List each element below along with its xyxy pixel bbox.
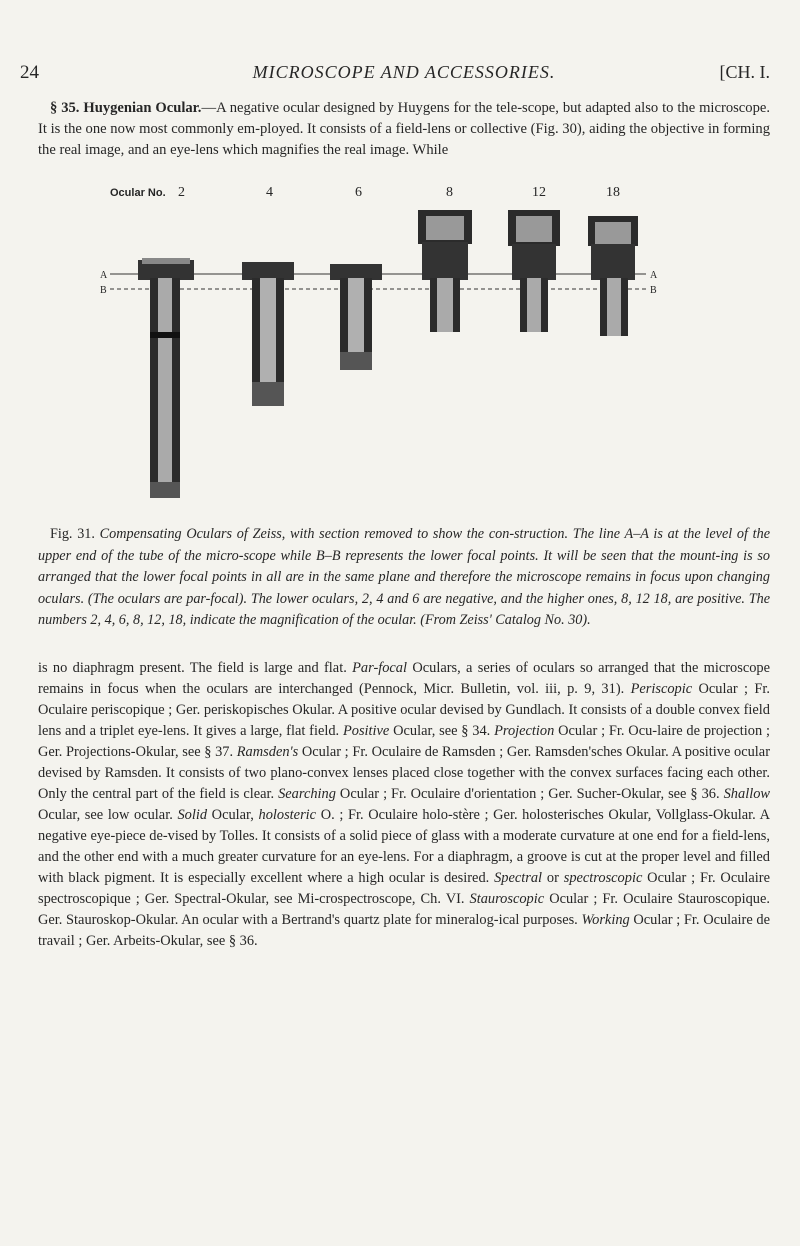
term-spectroscopic: spectroscopic (563, 870, 643, 886)
text-run: Ocular, see low ocular. (38, 807, 173, 823)
section-heading: § 35. Huygenian Ocular. (50, 100, 202, 116)
caption-s2: The line A–A is at the level of the upper end of the tube of the micro-scope while B–B represents the lower focal points. (38, 526, 771, 564)
line-a-label-right: A (650, 270, 658, 281)
term-periscopic: Periscopic (630, 681, 693, 697)
caption-s6: The numbers 2, 4, 6, 8, 12, 18, indicate the magnification of the ocular. (38, 590, 771, 628)
text-run: Ocular, see § 34. (393, 723, 491, 739)
running-head: MICROSCOPE AND ACCESSORIES. (252, 62, 556, 82)
caption-s4: (The oculars are par-focal). (87, 590, 248, 607)
term-projection: Projection (494, 723, 555, 739)
text-run: Ocular ; Fr. Oculaire periscopique ; Ger. periskopisches Okular. A positive ocular devised by Gundlach. It consists of a double convex field lens and a triplet eye-lens. It gives a large, flat field. (38, 681, 770, 739)
text-run: Ocular ; Fr. Ocu-laire de projection ; Ger. Projections-Okular, see § 37. (38, 723, 770, 760)
line-b-label-left: B (100, 285, 107, 296)
term-shallow: Shallow (723, 786, 770, 802)
text-run: O. ; Fr. Oculaire holo-stère ; Ger. holosterisches Okular, Vollglass-Okular. A negative eye-piece de-vised by Tolles. It consists of a solid piece of glass with a moderate curvature at one end for a field-lens, and the other end with a much greater curvature for an eye-lens. For a diaphragm, a groove is cut at the proper level and filled with black pigment. It is especially excellent where a high ocular is desired. (38, 807, 770, 886)
term-holosteric: holosteric (258, 807, 317, 823)
term-ramsden: Ramsden's (236, 744, 299, 760)
ocular-12 (508, 210, 560, 332)
ocular-number-4: 4 (266, 185, 273, 200)
caption-s5: The lower oculars, 2, 4 and 6 are negative, and the higher ones, 8, 12 18, are positive. (250, 590, 745, 607)
term-stauroscopic: Stauroscopic (469, 891, 545, 907)
text-run: Ocular ; Fr. Oculaire spectroscopique ; Ger. Spectral-Okular, see Mi-crospectroscope, Ch. VI. (38, 870, 770, 907)
page-header (20, 62, 770, 92)
text-run: Ocular ; Fr. Oculaire de Ramsden ; Ger. Ramsden'sches Okular. A positive ocular devised by Ramsden. It consists of two plano-convex lenses placed close together with the convex surfaces facing each other. Only the central part of the field is clear. (38, 744, 770, 802)
figure-31 (38, 182, 770, 502)
text-run: Oculars, a series of oculars so arranged that the microscope remains in focus when the oculars are interchanged (Pennock, Micr. Bulletin, vol. iii, p. 9, 31). (38, 660, 770, 697)
ocular-number-6: 6 (355, 185, 362, 200)
ocular-18 (588, 216, 638, 336)
ocular-number-2: 2 (178, 185, 185, 200)
line-a-label-left: A (100, 270, 108, 281)
ocular-2 (138, 258, 194, 498)
ocular-4 (242, 262, 294, 406)
ocular-number-18: 18 (606, 185, 620, 200)
text-run: Ocular ; Fr. Oculaire d'orientation ; Ger. Sucher-Okular, see § 36. (339, 786, 720, 802)
ocular-8 (418, 210, 472, 332)
oculars-illustration (38, 182, 770, 502)
term-positive: Positive (342, 723, 390, 739)
caption-s1: Compensating Oculars of Zeiss, with section removed to show the con-struction. (99, 526, 569, 542)
chapter-ref: [CH. I. (719, 62, 770, 82)
paragraph-text: —A negative ocular designed by Huygens for the tele-scope, but adapted also to the microscope. It is the one now most commonly em-ployed. It consists of a field-lens or collective (Fig. 30), aiding the objective in forming the real image, and an eye-lens which magnifies the real image. While (38, 100, 770, 158)
ocular-number-8: 8 (446, 185, 453, 200)
term-spectral: Spectral (494, 870, 543, 886)
figure-number: Fig. 31. (50, 526, 95, 542)
text-run: Ocular ; Fr. Oculaire Stauroscopique. Ger. Stauroskop-Okular. An ocular with a Bertrand's quartz plate for mineralog-ical purposes. (38, 891, 770, 928)
line-b-label-right: B (650, 285, 657, 296)
text-run: Ocular, (211, 807, 254, 823)
text-run: is no diaphragm present. The field is large and flat. (38, 660, 347, 676)
figure-caption (38, 524, 770, 632)
term-par-focal: Par-focal (352, 660, 408, 676)
paragraph-huygenian (38, 98, 770, 161)
term-working: Working (581, 912, 630, 928)
term-solid: Solid (177, 807, 208, 823)
paragraph-oculars (38, 658, 770, 952)
caption-s7: (From Zeiss' Catalog No. 30). (420, 612, 591, 628)
ocular-label: Ocular No. (110, 187, 166, 199)
term-searching: Searching (278, 786, 336, 802)
page-number: 24 (20, 62, 39, 83)
text-run: or (546, 870, 559, 886)
ocular-6 (330, 264, 382, 370)
caption-s3: It will be seen that the mount-ing is so arranged that the lower focal points in all are in the same plane and therefore the microscope remains in focus upon changing oculars. (38, 547, 771, 607)
text-run: Ocular ; Fr. Oculaire de travail ; Ger. Arbeits-Okular, see § 36. (38, 912, 770, 949)
ocular-number-12: 12 (532, 185, 546, 200)
